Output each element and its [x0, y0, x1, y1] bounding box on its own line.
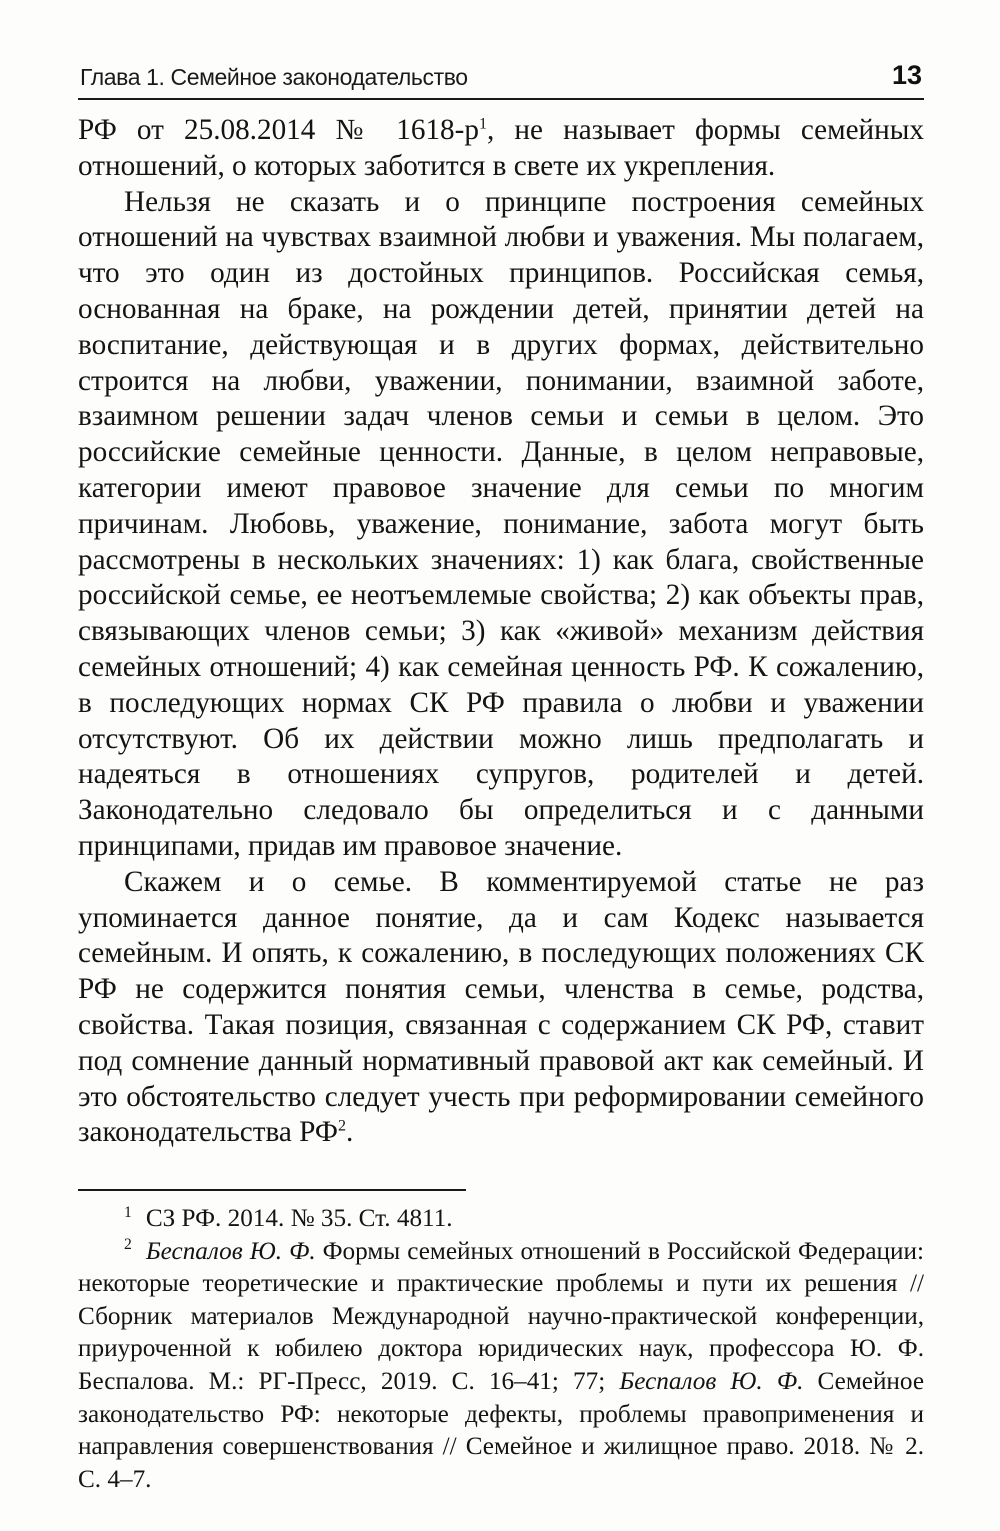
footnote-2 — [78, 1236, 924, 1497]
footnote-divider — [78, 1189, 466, 1191]
paragraph-family — [78, 865, 924, 1151]
footnote-1 — [78, 1203, 924, 1236]
footnote-ref-2: 2 — [337, 1117, 346, 1135]
book-page — [78, 52, 924, 1496]
footnote-ref-1: 1 — [478, 115, 487, 133]
paragraph-continued — [78, 113, 924, 185]
paragraph-love-respect: Нельзя не сказать и о принципе построения семейных отношений на чувствах взаимной любви и уважения. Мы полагаем, что это один из достойных принципов. Российская семья, основанная на браке, на рождении детей, принятии детей на воспитание, действующая и в других формах, действительно строится на любви, уважении, понимании, взаимной заботе, взаимном решении задач членов семьи и семьи в целом. Это российские семейные ценности. Данные, в целом неправовые, категории имеют правовое значение для семьи по многим причинам. Любовь, уважение, понимание, забота могут быть рассмотрены в нескольких значениях: 1) как блага, свойственные российской семье, ее неотъемлемые свойства; 2) как объекты прав, связывающих членов семьи; 3) как «живой» механизм действия семейных отношений; 4) как семейная ценность РФ. К сожалению, в последующих нормах СК РФ правила о любви и уважении отсутствуют. Об их действии можно лишь предполагать и надеяться в отношениях супругов, родителей и детей. Законодательно следовало бы определиться и с данными принципами, придав им правовое значение. — [78, 185, 924, 862]
footnote-text: СЗ РФ. 2014. № 35. Ст. 4811. — [145, 1205, 453, 1233]
footnote-text: Формы семейных отношений в Российской Федерации: некоторые теоретические и практические проблемы и пути их решения // Сборник материалов Международной научно-практической конференции, приуроченной к юбилею доктора юридических наук, профессора Ю. Ф. Беспалова. М.: РГ-Пресс, 2019. С. 16–41; 77; — [78, 1237, 924, 1396]
paragraph-text: Скажем и о семье. В комментируемой статье не раз упоминается данное понятие, да и сам Кодекс называется семейным. И опять, к сожалению, в последующих положениях СК РФ не содержится понятия семьи, членства в семье, родства, свойства. Такая позиция, связанная с содержанием СК РФ, ставит под сомнение данный нормативный правовой акт как семейный. И это обстоятельство следует учесть при реформировании семейного законодательства РФ — [78, 865, 924, 1149]
chapter-title: Глава 1. Семейное законодательство — [80, 64, 468, 90]
running-header — [78, 52, 924, 100]
footnote-author: Беспалов Ю. Ф. — [619, 1368, 804, 1396]
body-text — [78, 113, 924, 1151]
paragraph-text: , не называет формы семейных отношений, о которых заботится в свете их укрепления. — [78, 114, 924, 182]
footnote-text: Семейное законодательство РФ: некоторые дефекты, проблемы правоприменения и направления совершенствования // Семейное и жилищное право. 2018. № 2. С. 4–7. — [78, 1368, 924, 1493]
paragraph-text: РФ от 25.08.2014 № 1618-р — [78, 114, 479, 146]
footnotes — [78, 1203, 924, 1496]
footnote-mark: 2 — [124, 1236, 132, 1254]
footnote-author: Беспалов Ю. Ф. — [145, 1237, 316, 1265]
paragraph-text: . — [345, 1116, 354, 1149]
footnote-mark: 1 — [124, 1203, 132, 1221]
page-number: 13 — [891, 60, 922, 90]
